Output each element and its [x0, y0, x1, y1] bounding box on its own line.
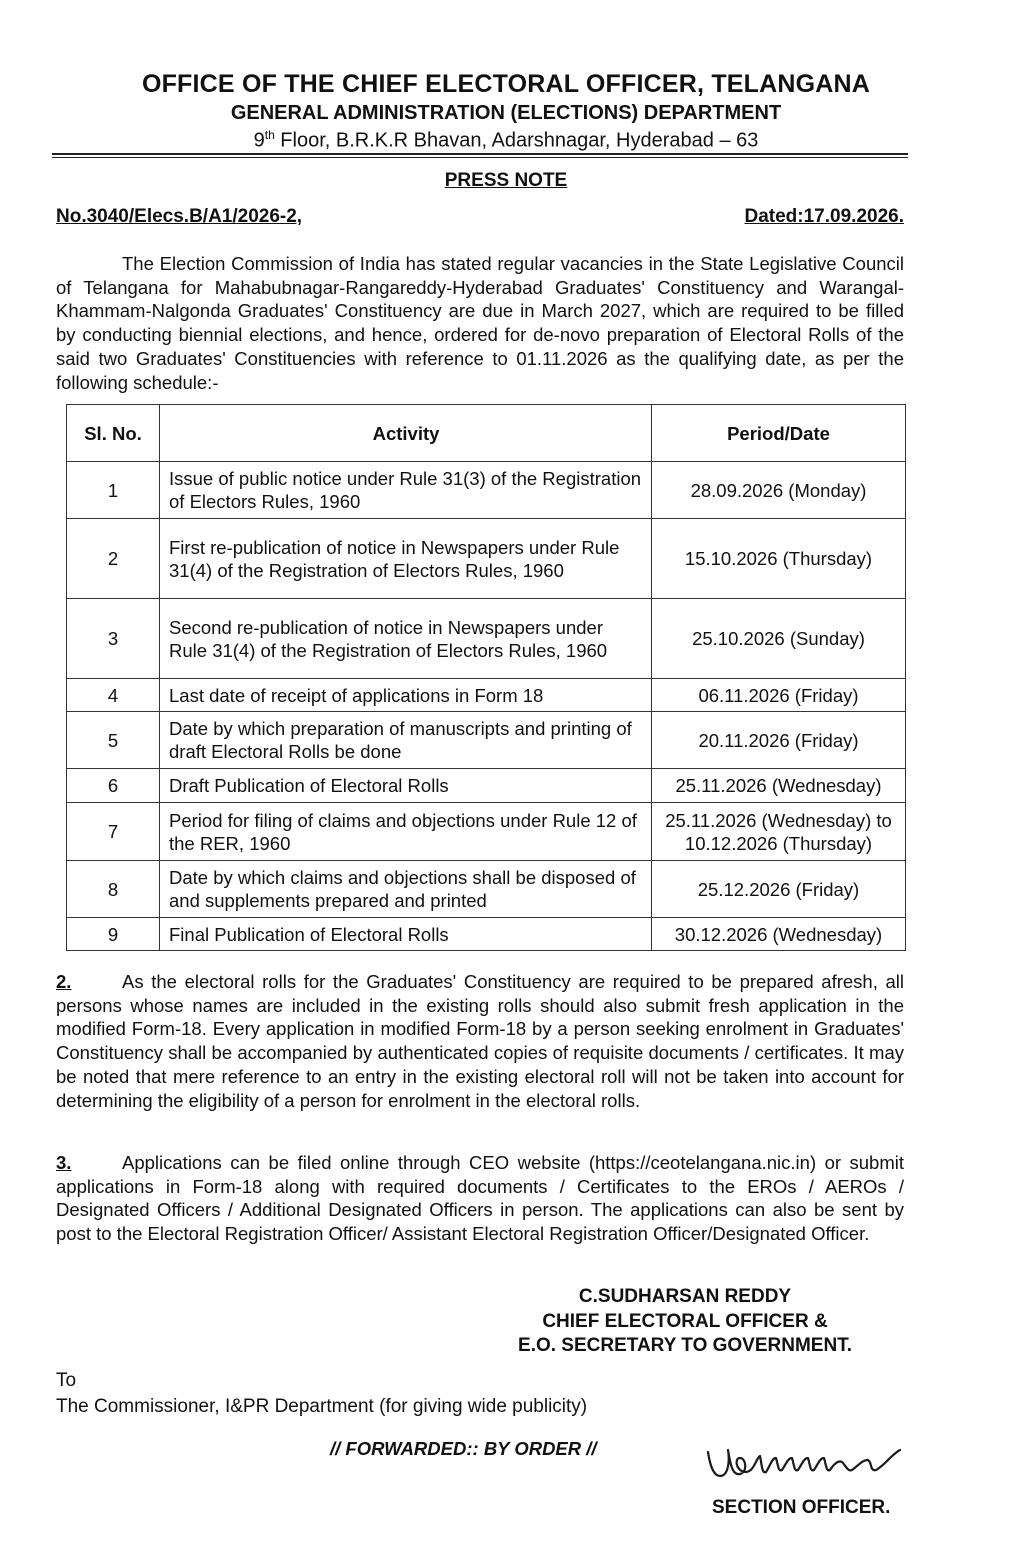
paragraph-3-number: 3. — [56, 1152, 72, 1173]
reference-number: No.3040/Elecs.B/A1/2026-2, — [56, 206, 303, 227]
row-period: 30.12.2026 (Wednesday) — [652, 918, 906, 951]
paragraph-3-text: Applications can be filed online through CEO website (https://ceotelangana.nic.in) or submit applications in Form-18 along with required documents / Certificates to the EROs / AEROs / Designated Officers / Additional Designated Officers in person. The applications can also be sent by post to the Electoral Registration Officer/ Assistant Electoral Registration Officer/Designated Officer. — [56, 1152, 904, 1245]
row-sl: 5 — [67, 712, 160, 769]
table-row — [67, 769, 906, 803]
row-sl: 9 — [67, 918, 160, 951]
row-activity: Second re-publication of notice in Newspapers under Rule 31(4) of the Registration of Electors Rules, 1960 — [160, 599, 652, 679]
paragraph-1: The Election Commission of India has stated regular vacancies in the State Legislative Council of Telangana for Mahabubnagar-Rangareddy-Hyderabad Graduates' Constituency and Warangal-Khammam-Nalgonda Graduates' Constituency are due in March 2027, which are required to be filled by conducting biennial elections, and hence, ordered for de-novo preparation of Electoral Rolls of the said two Graduates' Constituencies with reference to 01.11.2026 as the qualifying date, as per the following schedule:- — [56, 253, 904, 393]
address-floor-number: 9 — [253, 129, 265, 152]
schedule-header-row — [67, 405, 906, 462]
paragraph-2-number: 2. — [56, 971, 72, 992]
recipient-addressee: The Commissioner, I&PR Department (for giving wide publicity) — [56, 1396, 588, 1417]
row-sl: 3 — [67, 599, 160, 679]
signatory-block — [0, 1285, 1012, 1359]
address-floor-suffix: th — [264, 128, 275, 142]
table-row — [67, 861, 906, 918]
header-activity: Activity — [160, 405, 652, 462]
address-rest: Floor, B.R.K.R Bhavan, Adarshnagar, Hyderabad – 63 — [274, 129, 759, 152]
row-activity: Issue of public notice under Rule 31(3) of the Registration of Electors Rules, 1960 — [160, 462, 652, 519]
row-activity: First re-publication of notice in Newspapers under Rule 31(4) of the Registration of Electors Rules, 1960 — [160, 519, 652, 599]
row-sl: 6 — [67, 769, 160, 803]
office-address — [0, 128, 1012, 153]
row-activity: Final Publication of Electoral Rolls — [160, 918, 652, 951]
row-period: 15.10.2026 (Thursday) — [652, 519, 906, 599]
row-activity: Date by which claims and objections shall be disposed of and supplements prepared and printed — [160, 861, 652, 918]
header-rule-thick — [52, 153, 908, 155]
handwritten-signature — [700, 1432, 905, 1488]
row-sl: 2 — [67, 519, 160, 599]
row-sl: 1 — [67, 462, 160, 519]
row-period: 25.11.2026 (Wednesday) — [652, 769, 906, 803]
table-row — [67, 599, 906, 679]
signatory-designation-1: CHIEF ELECTORAL OFFICER & — [542, 1310, 828, 1332]
paragraph-3 — [56, 1151, 904, 1246]
paragraph-2-text: As the electoral rolls for the Graduates' Constituency are required to be prepared afresh, all persons whose names are included in the existing rolls should also submit fresh application in the modified Form-18. Every application in modified Form-18 by a person seeking enrolment in Graduates' Constituency shall be accompanied by authenticated copies of requisite documents / certificates. It may be noted that mere reference to an entry in the existing electoral roll will not be taken into account for determining the eligibility of a person for enrolment in the electoral rolls. — [56, 971, 904, 1111]
table-row — [67, 462, 906, 519]
row-activity: Draft Publication of Electoral Rolls — [160, 769, 652, 803]
recipient-to: To — [56, 1370, 77, 1391]
press-note-title-text: PRESS NOTE — [444, 170, 568, 191]
table-row — [67, 712, 906, 769]
row-period: 25.11.2026 (Wednesday) to 10.12.2026 (Thursday) — [652, 803, 906, 861]
office-heading: OFFICE OF THE CHIEF ELECTORAL OFFICER, TELANGANA — [141, 70, 871, 98]
table-row — [67, 679, 906, 712]
row-period: 28.09.2026 (Monday) — [652, 462, 906, 519]
header-rule-thin — [52, 157, 908, 158]
row-period: 25.10.2026 (Sunday) — [652, 599, 906, 679]
table-row — [67, 519, 906, 599]
row-sl: 4 — [67, 679, 160, 712]
date-line: Dated:17.09.2026. — [744, 206, 904, 227]
row-sl: 7 — [67, 803, 160, 861]
row-period: 06.11.2026 (Friday) — [652, 679, 906, 712]
signatory-name: C.SUDHARSAN REDDY — [578, 1286, 792, 1307]
row-period: 20.11.2026 (Friday) — [652, 712, 906, 769]
table-row — [67, 918, 906, 951]
paragraph-2 — [56, 970, 904, 1112]
row-activity: Period for filing of claims and objections under Rule 12 of the RER, 1960 — [160, 803, 652, 861]
signatory-designation-2: E.O. SECRETARY TO GOVERNMENT. — [518, 1335, 852, 1356]
row-sl: 8 — [67, 861, 160, 918]
section-officer: SECTION OFFICER. — [712, 1497, 891, 1518]
row-period: 25.12.2026 (Friday) — [652, 861, 906, 918]
forwarded-line: // FORWARDED:: BY ORDER // — [330, 1438, 597, 1459]
recipient-block — [56, 1368, 587, 1420]
schedule-table — [66, 404, 906, 951]
header-period-date: Period/Date — [652, 405, 906, 462]
department-heading: GENERAL ADMINISTRATION (ELECTIONS) DEPARTMENT — [230, 102, 782, 124]
table-row — [67, 803, 906, 861]
row-activity: Date by which preparation of manuscripts and printing of draft Electoral Rolls be done — [160, 712, 652, 769]
press-note-title — [0, 170, 1012, 192]
header-sl-no: Sl. No. — [67, 405, 160, 462]
row-activity: Last date of receipt of applications in Form 18 — [160, 679, 652, 712]
